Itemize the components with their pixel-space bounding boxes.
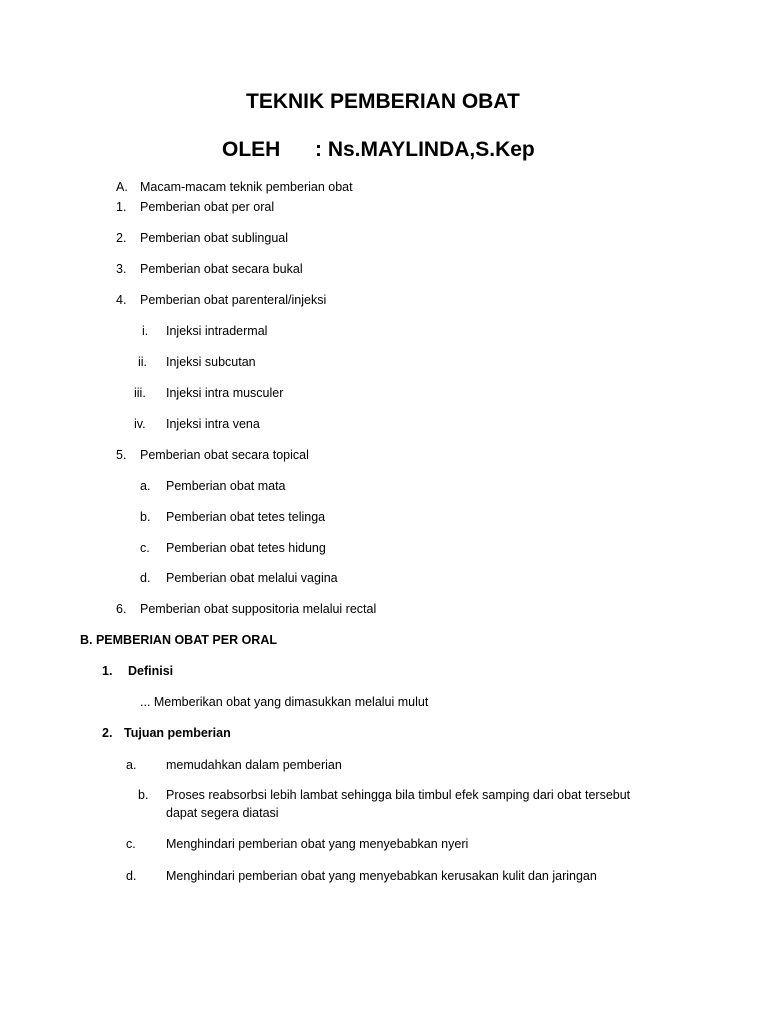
list-item-marker: 4. (116, 293, 127, 307)
tujuan-label: Tujuan pemberian (124, 726, 231, 740)
list-item: Injeksi intra musculer (166, 386, 284, 400)
list-item-marker: 2. (116, 231, 127, 245)
list-item-marker: ii. (138, 355, 148, 369)
definisi-text: ... Memberikan obat yang dimasukkan melalui mulut (140, 695, 429, 709)
list-item-marker: b. (140, 510, 151, 524)
list-item-marker: 6. (116, 602, 127, 616)
list-item: Pemberian obat secara bukal (140, 262, 303, 276)
tujuan-marker: 2. (102, 726, 113, 740)
section-a-marker: A. (116, 180, 128, 194)
author-value: : Ns.MAYLINDA,S.Kep (315, 138, 535, 161)
list-item: Pemberian obat suppositoria melalui rectal (140, 602, 377, 616)
document-title: TEKNIK PEMBERIAN OBAT (246, 90, 520, 113)
definisi-marker: 1. (102, 664, 113, 678)
list-item: Pemberian obat sublingual (140, 231, 289, 245)
list-item-continuation: dapat segera diatasi (166, 806, 279, 820)
list-item-marker: b. (138, 788, 149, 802)
list-item-marker: 5. (116, 448, 127, 462)
list-item: Injeksi intradermal (166, 324, 268, 338)
list-item: Menghindari pemberian obat yang menyebabkan nyeri (166, 837, 469, 851)
section-a-heading: Macam-macam teknik pemberian obat (140, 180, 353, 194)
list-item-marker: c. (126, 837, 136, 851)
list-item-marker: 1. (116, 200, 127, 214)
section-b-heading: B. PEMBERIAN OBAT PER ORAL (80, 633, 277, 647)
list-item-marker: i. (142, 324, 149, 338)
list-item-marker: a. (126, 758, 137, 772)
list-item: memudahkan dalam pemberian (166, 758, 342, 772)
list-item: Pemberian obat secara topical (140, 448, 309, 462)
list-item: Pemberian obat tetes telinga (166, 510, 326, 524)
list-item: Pemberian obat tetes hidung (166, 541, 326, 555)
list-item: Pemberian obat parenteral/injeksi (140, 293, 327, 307)
definisi-label: Definisi (128, 664, 174, 678)
list-item-marker: a. (140, 479, 151, 493)
list-item: Proses reabsorbsi lebih lambat sehingga bila timbul efek samping dari obat tersebut (166, 788, 631, 802)
list-item-marker: d. (140, 571, 151, 585)
list-item-marker: c. (140, 541, 150, 555)
list-item: Menghindari pemberian obat yang menyebabkan kerusakan kulit dan jaringan (166, 869, 597, 883)
list-item-marker: iv. (134, 417, 146, 431)
list-item-marker: 3. (116, 262, 127, 276)
list-item: Pemberian obat mata (166, 479, 286, 493)
list-item: Pemberian obat melalui vagina (166, 571, 338, 585)
list-item-marker: iii. (134, 386, 146, 400)
list-item: Injeksi subcutan (166, 355, 256, 369)
author-label: OLEH (222, 138, 281, 161)
list-item-marker: d. (126, 869, 137, 883)
list-item: Injeksi intra vena (166, 417, 260, 431)
list-item: Pemberian obat per oral (140, 200, 275, 214)
